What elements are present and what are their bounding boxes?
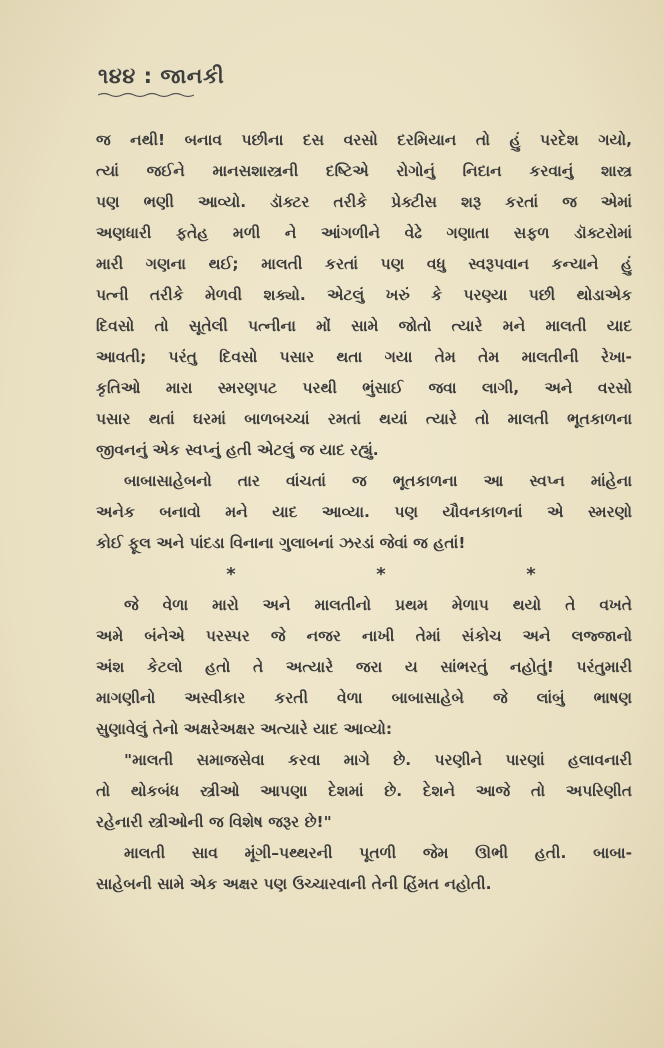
text-line: પણ ભણી આવ્યો. ડૉક્ટર તરીકે પ્રેક્ટીસ શરૂ કરતાં જ એમાં	[96, 193, 632, 211]
text-line: જ નથી! બનાવ પછીના દસ વરસો દરમિયાન તો હું પરદેશ ગયો,	[96, 131, 632, 149]
text-line: માગણીનો અસ્વીકાર કરતી વેળા બાબાસાહેબે જે લાંબું ભાષણ	[96, 689, 632, 707]
text-line: દિવસો તો સૂતેલી પત્નીના મોં સામે જોતો ત્યારે મને માલતી યાદ	[96, 317, 632, 335]
text-line: પત્ની તરીકે મેળવી શક્યો. એટલું ખરું કે પરણ્યા પછી થોડાએક	[96, 286, 632, 304]
text-line: સુણાવેલું તેનો અક્ષરેઅક્ષર અત્યારે યાદ આવ્યો:	[96, 720, 393, 738]
text-line: ત્યાં જઈને માનસશાસ્ત્રની દષ્ટિએ રોગોનું નિદાન કરવાનું શાસ્ત્ર	[96, 162, 632, 180]
text-line: અમે બંનેએ પરસ્પર જે નજર નાખી તેમાં સંકોચ અને લજ્જાનો	[96, 627, 632, 645]
section-break-star: *	[526, 564, 536, 585]
quote-line: "માલતી સમાજસેવા કરવા માગે છે. પરણીને પારણાં હલાવનારી	[124, 751, 632, 769]
text-line: કૃતિઓ મારા સ્મરણપટ પરથી ભુંસાઈ જવા લાગી, અને વરસો	[96, 379, 632, 397]
text-line: માલતી સાવ મૂંગી–પથ્થરની પૂતળી જેમ ઊભી હતી. બાબા-	[124, 844, 632, 862]
text-line: કોઈ ફૂલ અને પાંદડા વિનાના ગુલાબનાં ઝરડાં જેવાં જ હતાં!	[96, 534, 466, 552]
text-line: સાહેબની સામે એક અક્ષર પણ ઉચ્ચારવાની તેની હિંમત નહોતી.	[96, 875, 492, 893]
text-line: બાબાસાહેબનો તાર વાંચતાં જ ભૂતકાળના આ સ્વપ્ન માંહેના	[124, 472, 632, 490]
text-line: અંશ કેટલો હતો તે અત્યારે જરા ય સાંભરતું નહોતું! પરંતુમારી	[96, 658, 632, 676]
text-line: અનેક બનાવો મને યાદ આવ્યા. પણ યૌવનકાળનાં એ સ્મરણો	[96, 503, 632, 521]
page-header: ૧૪૪ : જાનકી	[98, 64, 225, 88]
text-line: આવતી; પરંતુ દિવસો પસાર થતા ગયા તેમ તેમ માલતીની રેખા-	[96, 348, 632, 366]
section-break-star: *	[226, 564, 236, 585]
text-line: જે વેળા મારો અને માલતીનો પ્રથમ મેળાપ થયો તે વખતે	[124, 596, 632, 614]
text-line: જીવનનું એક સ્વપ્નું હતી એટલું જ યાદ રહ્યું.	[96, 441, 379, 459]
header-underline	[98, 92, 194, 98]
section-break-star: *	[376, 564, 386, 585]
quote-line: તો થોકબંધ સ્ત્રીઓ આપણા દેશમાં છે. દેશને આજે તો અપરિણીત	[96, 782, 632, 800]
text-line: પસાર થતાં ઘરમાં બાળબચ્ચાં રમતાં થયાં ત્યારે તો માલતી ભૂતકાળના	[96, 410, 632, 428]
text-line: મારી ગણના થઈ; માલતી કરતાં પણ વધુ સ્વરૂપવાન કન્યાને હું	[96, 255, 632, 273]
section-break	[156, 559, 606, 590]
text-line: અણધારી ફતેહ મળી ને આંગળીને વેઢે ગણાતા સફળ ડૉક્ટરોમાં	[96, 224, 632, 242]
quote-line: રહેનારી સ્ત્રીઓની જ વિશેષ જરૂર છે!"	[96, 813, 332, 831]
page-body	[96, 125, 632, 900]
